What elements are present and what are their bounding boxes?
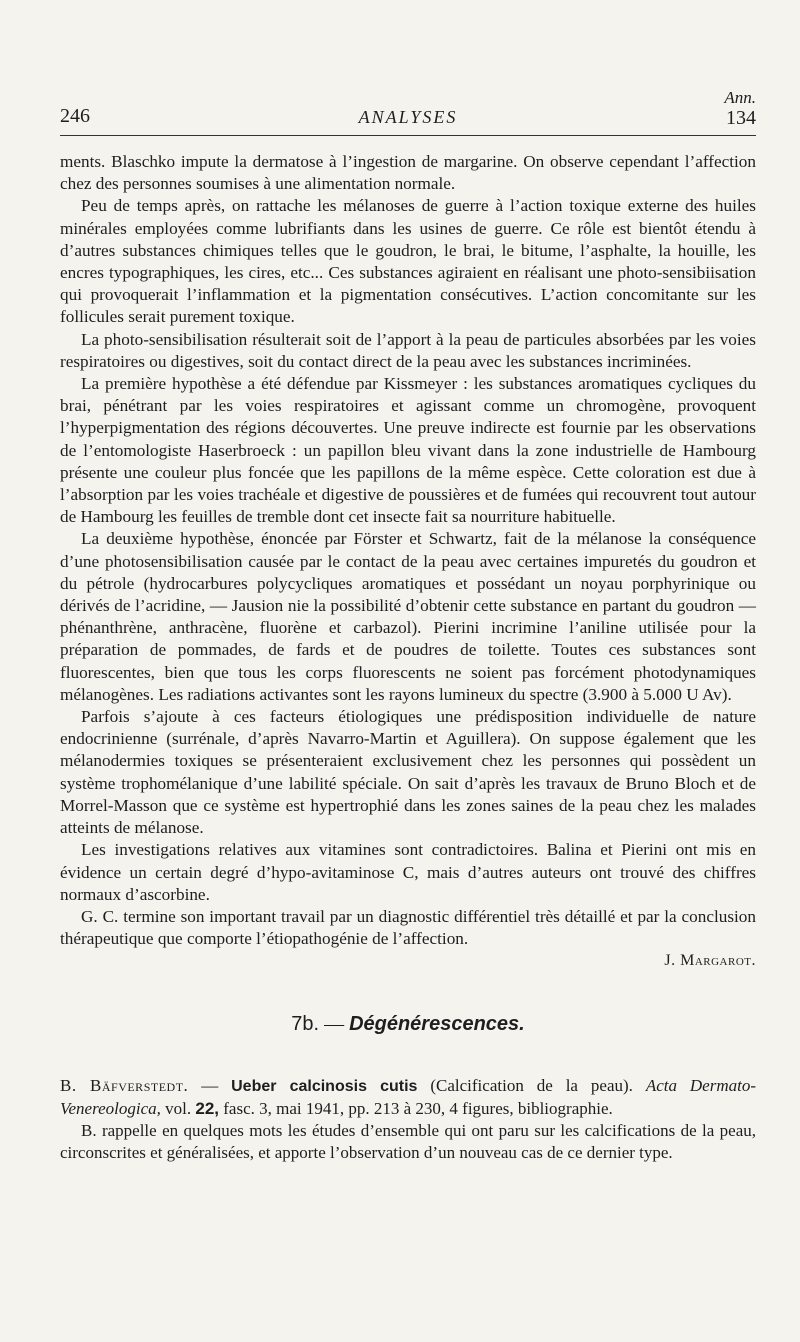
entry-journal: Acta Dermato-Venereologica, — [60, 1076, 757, 1119]
ann-label: Ann. — [724, 88, 756, 107]
entry-dash: — — [201, 1076, 219, 1096]
bibliographic-entry — [60, 1075, 756, 1120]
entry-subtitle: (Calcification de la peau). — [430, 1076, 633, 1096]
section-heading — [60, 1013, 756, 1036]
paragraph: La première hypothèse a été défendue par Kissmeyer : les substances aromatiques cycliques du brai, pénétrant par les voies respiratoires et agissant comme un chromogène, provoquent l’hyperpigmentation des régions découvertes. Une preuve indirecte est fournie par les observations de l’entomologiste Haserbroeck : un papillon bleu vivant dans la zone industrielle de Hambourg présente une couleur plus foncée que les papillons de la même espèce. Cette coloration est due à l’absorption par les voies trachéale et digestive de poussières et de fumées qui recouvrent tout autour de Hambourg les feuilles de tremble dont cet insecte fait sa nourriture habituelle. — [60, 374, 756, 527]
article-body — [60, 151, 756, 1164]
section-title: Dégénérescences. — [349, 1013, 525, 1036]
entry-abstract: B. rappelle en quelques mots les études d’ensemble qui ont paru sur les calcifications de la peau, circonscrites et généralisées, et apporte l’observation d’un nouveau cas de ce dernier type. — [60, 1121, 756, 1163]
paragraph: ments. Blaschko impute la dermatose à l’ingestion de margarine. On observe cependant l’affection chez des personnes soumises à une alimentation normale. — [60, 152, 756, 194]
paragraph: La deuxième hypothèse, énoncée par Förster et Schwartz, fait de la mélanose la conséquence d’une photosensibilisation causée par le contact de la peau avec certaines impuretés du goudron et du pétrole (hydrocarbures polycycliques aromatiques et possédant un noyau porphyrinique ou dérivés de l’acridine, — Jausion nie la possibilité d’obtenir cette substance en partant du goudron — phénanthrène, anthracène, fluorène et carbazol). Pierini incrimine l’aniline utilisée pour la préparation de pommades, de fards et de poudres de toilette. Toutes ces substances sont fluorescentes, bien que tous les corps fluorescents ne soient pas forcément photodynamiques mélanogènes. Les radiations activantes sont les rayons lumineux du spectre (3.900 à 5.000 U Av). — [60, 529, 756, 704]
paragraph: La photo-sensibilisation résulterait soit de l’apport à la peau de particules absorbées par les voies respiratoires ou digestives, soit du contact direct de la peau avec les substances incriminées. — [60, 329, 756, 371]
entry-vol-label: vol. — [165, 1099, 192, 1119]
paragraph: Parfois s’ajoute à ces facteurs étiologiques une prédisposition individuelle de nature endocrinienne (surrénale, d’après Navarro-Martin et Aguillera). On suppose également que les mélanodermies toxiques se présenteraient exclusivement chez les personnes qui possèdent un système trophomélanique d’une labilité spéciale. On sait d’après les travaux de Bruno Bloch et de Morrel-Masson que ce système est hypertrophié dans les zones saines de la peau chez les malades atteints de mélanose. — [60, 707, 756, 838]
author-signature: J. Margarot. — [664, 952, 756, 970]
entry-title: Ueber calcinosis cutis — [231, 1078, 418, 1096]
paragraph: Les investigations relatives aux vitamines sont contradictoires. Balina et Pierini ont mis en évidence un certain degré d’hypo-avitaminose C, mais d’autres auteurs ont trouvé des chiffres normaux d’ascorbine. — [60, 840, 756, 904]
section-dash: — — [324, 1013, 345, 1036]
header-rule — [60, 135, 756, 136]
paragraph: G. C. termine son important travail par un diagnostic différentiel très détaillé et par la conclusion thérapeutique que comporte l’étiopathogénie de l’affection. — [60, 906, 756, 949]
entry-vol-number: 22, — [195, 1099, 219, 1119]
running-header — [60, 90, 756, 134]
entry-details: fasc. 3, mai 1941, pp. 213 à 230, 4 figures, bibliographie. — [223, 1099, 613, 1119]
section-running-title: ANALYSES — [358, 107, 458, 127]
volume-number: 134 — [726, 107, 756, 129]
volume-label — [724, 88, 756, 128]
paragraph: Peu de temps après, on rattache les mélanoses de guerre à l’action toxique externe des huiles minérales employées comme lubrifiants dans les usines de guerre. Ce rôle est bientôt étendu à d’autres substances chimiques telles que le goudron, le brai, le bitume, l’asphalte, la houille, les encres typographiques, les cires, etc... Ces substances agiraient en réalisant une photo-sensibiisation qui provoquerait l’inflammation et la pigmentation consécutives. L’action concomitante sur les follicules serait purement toxique. — [60, 196, 756, 327]
entry-author: B. Bäfverstedt. — [60, 1076, 189, 1096]
section-number: 7b. — [291, 1013, 320, 1036]
page-number: 246 — [60, 105, 90, 127]
